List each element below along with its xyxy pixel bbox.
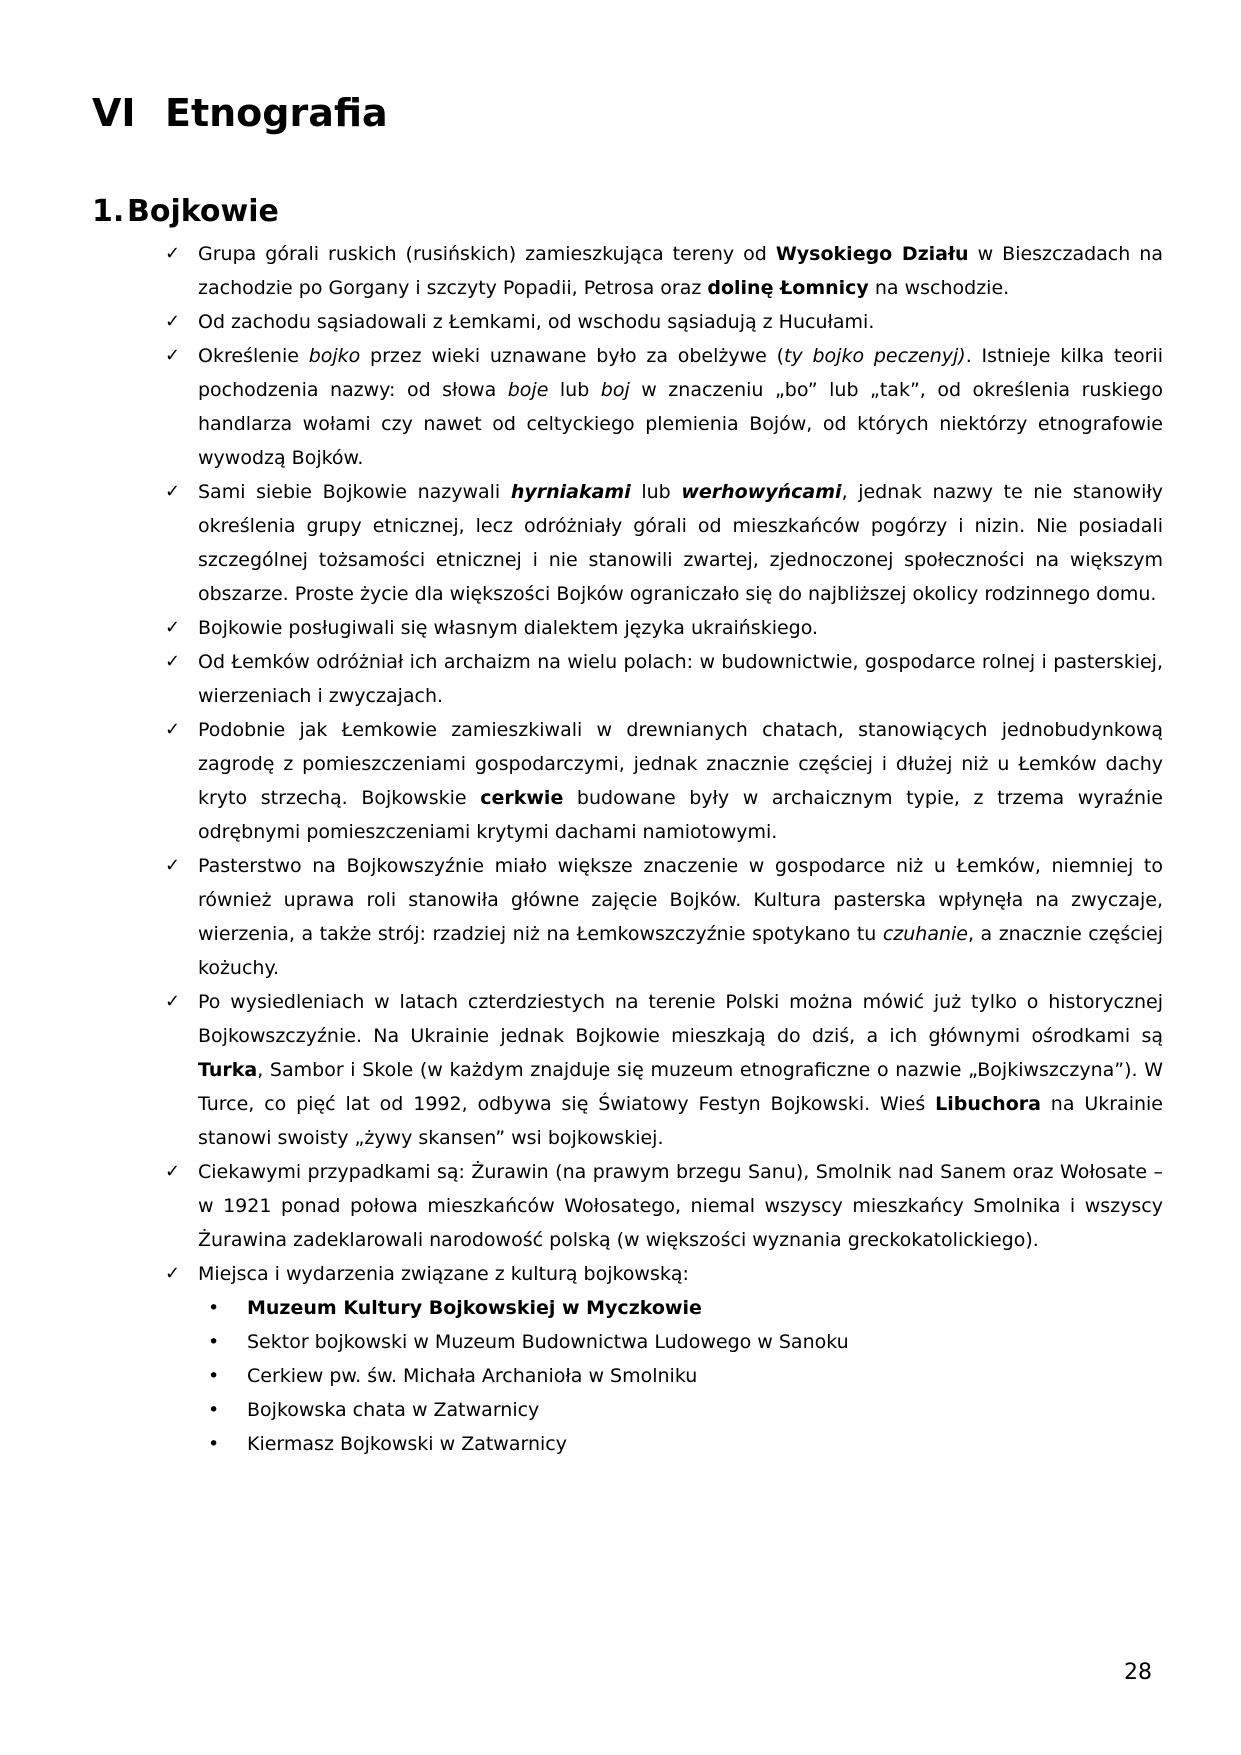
list-item xyxy=(208,1427,1163,1461)
checkmark-icon: ✓ xyxy=(165,855,181,876)
text-segment: na wschodzie. xyxy=(868,277,1010,299)
checkmark-icon: ✓ xyxy=(165,243,181,264)
text-segment: przez wieki uznawane było za obelżywe ( xyxy=(360,345,785,367)
text-segment: Wysokiego Działu xyxy=(775,243,969,265)
list-item xyxy=(165,237,1163,305)
text-segment: Podobnie jak Łemkowie zamieszkiwali w drewnianych chatach, stanowiących jednobudynkową zagrodę z pomieszczeniami gospodarczymi, jednak znacznie częściej i dłużej niż u Łemków dachy kryto strzechą. Bojkowskie xyxy=(198,719,1163,809)
page-number: 28 xyxy=(1124,1660,1152,1685)
list-item-text xyxy=(198,849,1163,985)
text-segment: boje xyxy=(507,379,549,401)
text-segment: Sami siebie Bojkowie nazywali xyxy=(198,481,511,503)
text-segment: Pasterstwo na Bojkowszyźnie miało większe znaczenie w gospodarce niż u Łemków, niemniej to również uprawa roli stanowiła główne zajęcie Bojków. Kultura pasterska wpłynęła na zwyczaje, wierzenia, a także strój: rzadziej niż na Łemkowszczyźnie spotykano tu xyxy=(198,855,1163,945)
bullet-dot-icon: • xyxy=(208,1399,220,1421)
text-segment: Kiermasz Bojkowski w Zatwarnicy xyxy=(247,1433,567,1455)
checkmark-icon: ✓ xyxy=(165,311,181,332)
list-item-text xyxy=(198,713,1163,849)
list-item-text xyxy=(247,1427,1163,1461)
list-item-text xyxy=(198,1257,1163,1291)
text-segment: Po wysiedleniach w latach czterdziestych na terenie Polski można mówić już tylko o historycznej Bojkowszczyźnie. Na Ukrainie jednak Bojkowie mieszkają do dziś, a ich głównymi ośrodkami są xyxy=(198,991,1163,1047)
list-item-text xyxy=(198,1155,1163,1257)
text-segment: Muzeum Kultury Bojkowskiej w Myczkowie xyxy=(247,1297,702,1319)
text-segment: . Istnieje kilka teorii pochodzenia nazwy: od słowa xyxy=(198,345,1163,401)
list-item-text xyxy=(247,1359,1163,1393)
text-segment: Od zachodu sąsiadowali z Łemkami, od wschodu sąsiadują z Hucułami. xyxy=(198,311,875,333)
list-item xyxy=(165,713,1163,849)
text-segment: Bojkowie posługiwali się własnym dialektem języka ukraińskiego. xyxy=(198,617,819,639)
list-item xyxy=(208,1393,1163,1427)
chapter-number: VI xyxy=(92,91,136,135)
text-segment: hyrniakami xyxy=(510,481,631,503)
checkmark-icon: ✓ xyxy=(165,651,181,672)
list-item-text xyxy=(247,1325,1163,1359)
text-segment: lub xyxy=(548,379,601,401)
checkmark-icon: ✓ xyxy=(165,345,181,366)
list-item-text xyxy=(198,475,1163,611)
checkmark-icon: ✓ xyxy=(165,719,181,740)
bullet-dot-icon: • xyxy=(208,1433,220,1455)
text-segment: boj xyxy=(600,379,630,401)
bullet-dot-icon: • xyxy=(208,1331,220,1353)
bullet-dot-icon: • xyxy=(208,1297,220,1319)
bullet-list xyxy=(165,237,1163,1461)
list-item-text xyxy=(198,985,1163,1155)
text-segment: dolinę Łomnicy xyxy=(707,277,869,299)
checkmark-icon: ✓ xyxy=(165,1263,181,1284)
list-item-text xyxy=(198,305,1163,339)
list-item-text xyxy=(198,237,1163,305)
text-segment: Sektor bojkowski w Muzeum Budownictwa Ludowego w Sanoku xyxy=(247,1331,849,1353)
list-item xyxy=(165,1155,1163,1257)
text-segment: czuhanie xyxy=(882,923,968,945)
section-heading xyxy=(92,195,279,228)
text-segment: werhowyńcami xyxy=(681,481,842,503)
text-segment: cerkwie xyxy=(480,787,564,809)
section-title: Bojkowie xyxy=(127,194,279,229)
checkmark-icon: ✓ xyxy=(165,1161,181,1182)
list-item xyxy=(165,339,1163,475)
text-segment: w znaczeniu „bo” lub „tak”, od określenia ruskiego handlarza wołami czy nawet od celtyckiego plemienia Bojów, od których niektórzy etnografowie wywodzą Bojków. xyxy=(198,379,1163,469)
list-item xyxy=(165,611,1163,645)
list-item xyxy=(208,1291,1163,1325)
text-segment: Ciekawymi przypadkami są: Żurawin (na prawym brzegu Sanu), Smolnik nad Sanem oraz Wołosate – w 1921 ponad połowa mieszkańców Wołosatego, niemal wszyscy mieszkańcy Smolnika i wszyscy Żurawina zadeklarowali narodowość polską (w większości wyznania greckokatolickiego). xyxy=(198,1161,1163,1251)
text-segment: budowane były w archaicznym typie, z trzema wyraźnie odrębnymi pomieszczeniami krytymi dachami namiotowymi. xyxy=(198,787,1163,843)
text-segment: Turka xyxy=(198,1059,258,1081)
list-item xyxy=(165,305,1163,339)
text-segment: lub xyxy=(630,481,682,503)
list-item-text xyxy=(198,339,1163,475)
text-segment: w Bieszczadach na zachodzie po Gorgany i szczyty Popadii, Petrosa oraz xyxy=(198,243,1163,299)
list-item-text xyxy=(247,1393,1163,1427)
text-segment: , a znacznie częściej kożuchy. xyxy=(198,923,1163,979)
list-item-text xyxy=(198,645,1163,713)
text-segment: , Sambor i Skole (w każdym znajduje się muzeum etnograficzne o nazwie „Bojkiwszczyna”). W Turce, co pięć lat od 1992, odbywa się Światowy Festyn Bojkowski. Wieś xyxy=(198,1059,1163,1115)
list-item xyxy=(165,849,1163,985)
chapter-title: Etnografia xyxy=(165,91,388,135)
section-number: 1. xyxy=(92,194,125,229)
checkmark-icon: ✓ xyxy=(165,617,181,638)
text-segment: Cerkiew pw. św. Michała Archanioła w Smolniku xyxy=(247,1365,698,1387)
list-item-text xyxy=(198,611,1163,645)
list-item xyxy=(165,645,1163,713)
text-segment: Określenie xyxy=(198,345,309,367)
text-segment: Libuchora xyxy=(935,1093,1041,1115)
text-segment: na Ukrainie stanowi swoisty „żywy skansen” wsi bojkowskiej. xyxy=(198,1093,1163,1149)
list-item xyxy=(165,985,1163,1155)
list-item-text xyxy=(247,1291,1163,1325)
text-segment: Od Łemków odróżniał ich archaizm na wielu polach: w budownictwie, gospodarce rolnej i pasterskiej, wierzeniach i zwyczajach. xyxy=(198,651,1163,707)
list-item xyxy=(208,1359,1163,1393)
chapter-heading xyxy=(92,93,388,135)
text-segment: Grupa górali ruskich (rusińskich) zamieszkująca tereny od xyxy=(198,243,776,265)
text-segment: ty bojko peczenyj) xyxy=(784,345,966,367)
checkmark-icon: ✓ xyxy=(165,481,181,502)
list-item xyxy=(208,1325,1163,1359)
list-item xyxy=(165,475,1163,611)
checkmark-icon: ✓ xyxy=(165,991,181,1012)
list-item xyxy=(165,1257,1163,1291)
text-segment: bojko xyxy=(308,345,361,367)
text-segment: Miejsca i wydarzenia związane z kulturą bojkowską: xyxy=(198,1263,689,1285)
bullet-dot-icon: • xyxy=(208,1365,220,1387)
text-segment: , jednak nazwy te nie stanowiły określenia grupy etnicznej, lecz odróżniały górali od mieszkańców pogórzy i nizin. Nie posiadali szczególnej tożsamości etnicznej i nie stanowili zwartej, zjednoczonej społeczności na większym obszarze. Proste życie dla większości Bojków ograniczało się do najbliższej okolicy rodzinnego domu. xyxy=(198,481,1163,605)
text-segment: Bojkowska chata w Zatwarnicy xyxy=(247,1399,540,1421)
